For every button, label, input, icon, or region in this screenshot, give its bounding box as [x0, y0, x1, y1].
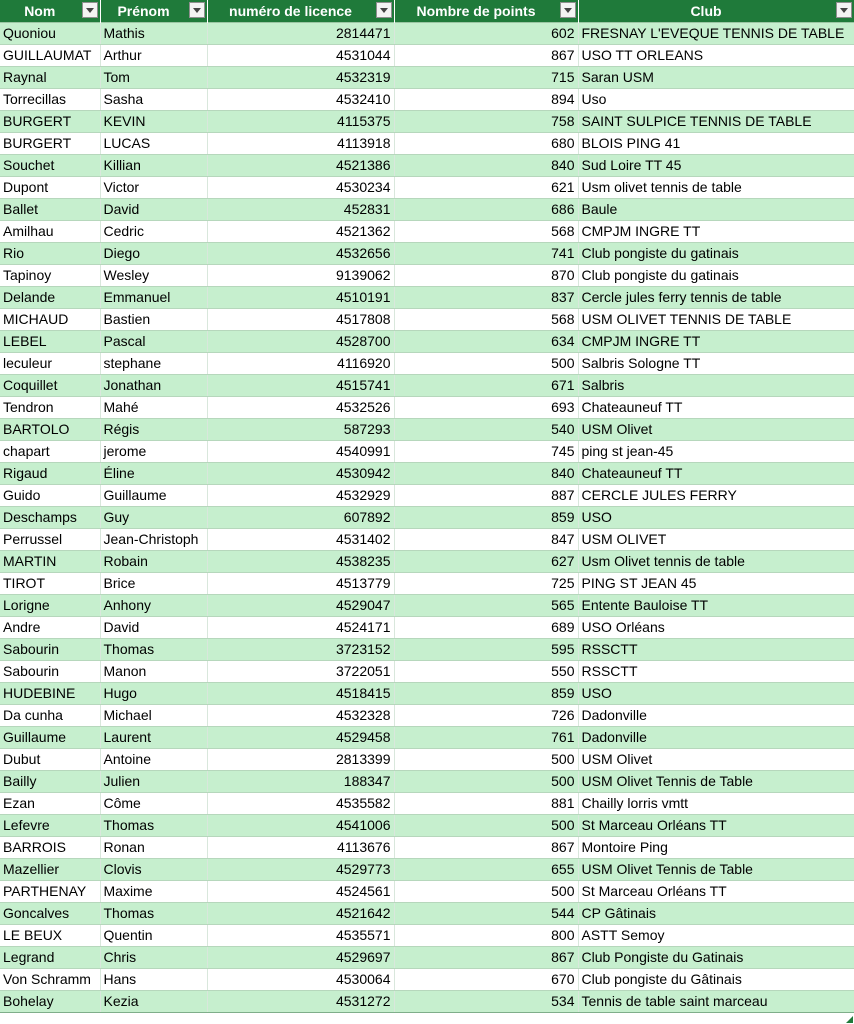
table-row: [0, 705, 854, 727]
cell-club[interactable]: USM Olivet: [578, 749, 854, 771]
cell-points[interactable]: 867: [394, 45, 578, 67]
cell-prenom[interactable]: Emmanuel: [100, 287, 207, 309]
column-header-prenom[interactable]: [100, 0, 207, 23]
cell-points[interactable]: 595: [394, 639, 578, 661]
cell-prenom[interactable]: Sasha: [100, 89, 207, 111]
cell-licence[interactable]: 4535571: [207, 925, 394, 947]
filter-dropdown-icon[interactable]: [836, 2, 852, 18]
cell-points[interactable]: 500: [394, 771, 578, 793]
table-row: [0, 551, 854, 573]
cell-prenom[interactable]: Côme: [100, 793, 207, 815]
table-row: [0, 397, 854, 419]
cell-club[interactable]: CMPJM INGRE TT: [578, 331, 854, 353]
cell-licence[interactable]: 4530942: [207, 463, 394, 485]
cell-nom[interactable]: LEBEL: [0, 331, 100, 353]
cell-nom[interactable]: Guido: [0, 485, 100, 507]
cell-points[interactable]: 500: [394, 749, 578, 771]
cell-licence[interactable]: 3723152: [207, 639, 394, 661]
cell-points[interactable]: 568: [394, 309, 578, 331]
cell-prenom[interactable]: Julien: [100, 771, 207, 793]
column-header-label: Nom: [24, 3, 56, 19]
cell-points[interactable]: 534: [394, 991, 578, 1013]
table-row: [0, 265, 854, 287]
cell-nom[interactable]: Sabourin: [0, 639, 100, 661]
cell-points[interactable]: 726: [394, 705, 578, 727]
cell-points[interactable]: 568: [394, 221, 578, 243]
cell-club[interactable]: Club Pongiste du Gatinais: [578, 947, 854, 969]
cell-nom[interactable]: Tapinoy: [0, 265, 100, 287]
cell-prenom[interactable]: Hans: [100, 969, 207, 991]
cell-club[interactable]: Chateauneuf TT: [578, 397, 854, 419]
cell-nom[interactable]: Deschamps: [0, 507, 100, 529]
column-header-licence[interactable]: [207, 0, 394, 23]
cell-prenom[interactable]: Chris: [100, 947, 207, 969]
cell-club[interactable]: USO: [578, 683, 854, 705]
cell-licence[interactable]: 4521386: [207, 155, 394, 177]
table-row: [0, 969, 854, 991]
table-row: [0, 441, 854, 463]
cell-prenom[interactable]: Antoine: [100, 749, 207, 771]
cell-points[interactable]: 881: [394, 793, 578, 815]
cell-prenom[interactable]: Laurent: [100, 727, 207, 749]
table-row: [0, 661, 854, 683]
cell-licence[interactable]: 3722051: [207, 661, 394, 683]
table-row: [0, 683, 854, 705]
cell-points[interactable]: 761: [394, 727, 578, 749]
cell-licence[interactable]: 4530234: [207, 177, 394, 199]
cell-licence[interactable]: 4521362: [207, 221, 394, 243]
cell-club[interactable]: FRESNAY L'EVEQUE TENNIS DE TABLE: [578, 23, 854, 45]
cell-nom[interactable]: Bailly: [0, 771, 100, 793]
cell-club[interactable]: CMPJM INGRE TT: [578, 221, 854, 243]
table-row: [0, 639, 854, 661]
cell-points[interactable]: 680: [394, 133, 578, 155]
cell-licence[interactable]: 2814471: [207, 23, 394, 45]
cell-licence[interactable]: 2813399: [207, 749, 394, 771]
cell-nom[interactable]: Amilhau: [0, 221, 100, 243]
cell-club[interactable]: Sud Loire TT 45: [578, 155, 854, 177]
cell-nom[interactable]: PARTHENAY: [0, 881, 100, 903]
cell-club[interactable]: Salbris Sologne TT: [578, 353, 854, 375]
cell-club[interactable]: Usm olivet tennis de table: [578, 177, 854, 199]
cell-club[interactable]: Usm Olivet tennis de table: [578, 551, 854, 573]
cell-prenom[interactable]: Mathis: [100, 23, 207, 45]
cell-prenom[interactable]: Clovis: [100, 859, 207, 881]
cell-nom[interactable]: Dupont: [0, 177, 100, 199]
cell-licence[interactable]: 607892: [207, 507, 394, 529]
cell-nom[interactable]: Quoniou: [0, 23, 100, 45]
cell-points[interactable]: 634: [394, 331, 578, 353]
cell-prenom[interactable]: Thomas: [100, 903, 207, 925]
cell-prenom[interactable]: Guy: [100, 507, 207, 529]
cell-club[interactable]: Club pongiste du gatinais: [578, 265, 854, 287]
table-row: [0, 573, 854, 595]
table-body: [0, 23, 854, 1013]
table-row: [0, 133, 854, 155]
table-row: [0, 749, 854, 771]
cell-prenom[interactable]: Victor: [100, 177, 207, 199]
cell-points[interactable]: 837: [394, 287, 578, 309]
cell-licence[interactable]: 4518415: [207, 683, 394, 705]
cell-nom[interactable]: Ballet: [0, 199, 100, 221]
cell-club[interactable]: CP Gâtinais: [578, 903, 854, 925]
cell-prenom[interactable]: David: [100, 617, 207, 639]
cell-points[interactable]: 859: [394, 507, 578, 529]
table-row: [0, 331, 854, 353]
cell-licence[interactable]: 4532656: [207, 243, 394, 265]
header-row: [0, 0, 854, 23]
cell-nom[interactable]: BURGERT: [0, 111, 100, 133]
cell-licence[interactable]: 4510191: [207, 287, 394, 309]
cell-points[interactable]: 500: [394, 815, 578, 837]
cell-club[interactable]: USM OLIVET: [578, 529, 854, 551]
cell-points[interactable]: 500: [394, 881, 578, 903]
table-row: [0, 309, 854, 331]
cell-prenom[interactable]: Ronan: [100, 837, 207, 859]
cell-club[interactable]: USM OLIVET TENNIS DE TABLE: [578, 309, 854, 331]
cell-club[interactable]: USO Orléans: [578, 617, 854, 639]
cell-points[interactable]: 725: [394, 573, 578, 595]
cell-licence[interactable]: 587293: [207, 419, 394, 441]
cell-nom[interactable]: TIROT: [0, 573, 100, 595]
table-row: [0, 793, 854, 815]
cell-licence[interactable]: 4532319: [207, 67, 394, 89]
cell-licence[interactable]: 4524561: [207, 881, 394, 903]
table-row: [0, 881, 854, 903]
cell-club[interactable]: Salbris: [578, 375, 854, 397]
cell-points[interactable]: 847: [394, 529, 578, 551]
cell-licence[interactable]: 4532410: [207, 89, 394, 111]
cell-club[interactable]: BLOIS PING 41: [578, 133, 854, 155]
column-header-club[interactable]: [578, 0, 854, 23]
cell-nom[interactable]: LE BEUX: [0, 925, 100, 947]
cell-nom[interactable]: Goncalves: [0, 903, 100, 925]
filter-dropdown-icon[interactable]: [82, 2, 98, 18]
cell-points[interactable]: 870: [394, 265, 578, 287]
cell-club[interactable]: Dadonville: [578, 727, 854, 749]
cell-nom[interactable]: BURGERT: [0, 133, 100, 155]
cell-points[interactable]: 867: [394, 947, 578, 969]
cell-nom[interactable]: BARROIS: [0, 837, 100, 859]
cell-points[interactable]: 670: [394, 969, 578, 991]
filter-dropdown-icon[interactable]: [189, 2, 205, 18]
cell-prenom[interactable]: Cedric: [100, 221, 207, 243]
cell-licence[interactable]: 4116920: [207, 353, 394, 375]
table-row: [0, 199, 854, 221]
cell-prenom[interactable]: Quentin: [100, 925, 207, 947]
cell-nom[interactable]: Tendron: [0, 397, 100, 419]
cell-licence[interactable]: 4540991: [207, 441, 394, 463]
cell-nom[interactable]: HUDEBINE: [0, 683, 100, 705]
cell-club[interactable]: SAINT SULPICE TENNIS DE TABLE: [578, 111, 854, 133]
cell-points[interactable]: 655: [394, 859, 578, 881]
table-row: [0, 529, 854, 551]
cell-points[interactable]: 693: [394, 397, 578, 419]
cell-nom[interactable]: Rigaud: [0, 463, 100, 485]
cell-licence[interactable]: 4529773: [207, 859, 394, 881]
cell-club[interactable]: Tennis de table saint marceau: [578, 991, 854, 1013]
table-row: [0, 727, 854, 749]
cell-club[interactable]: Dadonville: [578, 705, 854, 727]
cell-licence[interactable]: 4524171: [207, 617, 394, 639]
cell-points[interactable]: 550: [394, 661, 578, 683]
cell-licence[interactable]: 4113676: [207, 837, 394, 859]
cell-prenom[interactable]: Manon: [100, 661, 207, 683]
cell-licence[interactable]: 4535582: [207, 793, 394, 815]
cell-points[interactable]: 859: [394, 683, 578, 705]
cell-licence[interactable]: 4515741: [207, 375, 394, 397]
cell-points[interactable]: 840: [394, 155, 578, 177]
cell-prenom[interactable]: stephane: [100, 353, 207, 375]
cell-nom[interactable]: Sabourin: [0, 661, 100, 683]
cell-points[interactable]: 689: [394, 617, 578, 639]
cell-licence[interactable]: 4529697: [207, 947, 394, 969]
cell-prenom[interactable]: Kezia: [100, 991, 207, 1013]
cell-prenom[interactable]: Tom: [100, 67, 207, 89]
cell-club[interactable]: USO TT ORLEANS: [578, 45, 854, 67]
cell-prenom[interactable]: Robain: [100, 551, 207, 573]
table-row: [0, 463, 854, 485]
cell-prenom[interactable]: Jonathan: [100, 375, 207, 397]
cell-points[interactable]: 544: [394, 903, 578, 925]
cell-prenom[interactable]: Thomas: [100, 815, 207, 837]
cell-nom[interactable]: Lorigne: [0, 595, 100, 617]
cell-nom[interactable]: Torrecillas: [0, 89, 100, 111]
cell-club[interactable]: Cercle jules ferry tennis de table: [578, 287, 854, 309]
cell-nom[interactable]: Raynal: [0, 67, 100, 89]
cell-nom[interactable]: MICHAUD: [0, 309, 100, 331]
column-header-nom[interactable]: [0, 0, 100, 23]
cell-points[interactable]: 540: [394, 419, 578, 441]
cell-nom[interactable]: BARTOLO: [0, 419, 100, 441]
column-header-label: Nombre de points: [416, 3, 536, 19]
cell-licence[interactable]: 4517808: [207, 309, 394, 331]
cell-club[interactable]: Club pongiste du gatinais: [578, 243, 854, 265]
column-header-label: Prénom: [117, 3, 170, 19]
cell-nom[interactable]: Mazellier: [0, 859, 100, 881]
table-row: [0, 111, 854, 133]
cell-prenom[interactable]: Thomas: [100, 639, 207, 661]
cell-licence[interactable]: 4532328: [207, 705, 394, 727]
cell-licence[interactable]: 4532929: [207, 485, 394, 507]
cell-points[interactable]: 894: [394, 89, 578, 111]
cell-nom[interactable]: Souchet: [0, 155, 100, 177]
cell-prenom[interactable]: Maxime: [100, 881, 207, 903]
table-row: [0, 903, 854, 925]
cell-points[interactable]: 621: [394, 177, 578, 199]
cell-club[interactable]: Uso: [578, 89, 854, 111]
column-header-points[interactable]: [394, 0, 578, 23]
cell-club[interactable]: Entente Bauloise TT: [578, 595, 854, 617]
cell-club[interactable]: Chateauneuf TT: [578, 463, 854, 485]
cell-prenom[interactable]: Michael: [100, 705, 207, 727]
table-row: [0, 221, 854, 243]
cell-licence[interactable]: 4541006: [207, 815, 394, 837]
cell-licence[interactable]: 4531044: [207, 45, 394, 67]
cell-prenom[interactable]: Guillaume: [100, 485, 207, 507]
cell-licence[interactable]: 4113918: [207, 133, 394, 155]
cell-nom[interactable]: Bohelay: [0, 991, 100, 1013]
cell-club[interactable]: ASTT Semoy: [578, 925, 854, 947]
column-header-label: numéro de licence: [229, 3, 352, 19]
table-row: [0, 815, 854, 837]
cell-prenom[interactable]: jerome: [100, 441, 207, 463]
cell-club[interactable]: RSSCTT: [578, 639, 854, 661]
table-row: [0, 947, 854, 969]
cell-prenom[interactable]: Arthur: [100, 45, 207, 67]
cell-prenom[interactable]: David: [100, 199, 207, 221]
cell-club[interactable]: Club pongiste du Gâtinais: [578, 969, 854, 991]
cell-licence[interactable]: 4529458: [207, 727, 394, 749]
cell-points[interactable]: 887: [394, 485, 578, 507]
table-row: [0, 23, 854, 45]
cell-nom[interactable]: Rio: [0, 243, 100, 265]
cell-club[interactable]: USM Olivet: [578, 419, 854, 441]
filter-dropdown-icon[interactable]: [560, 2, 576, 18]
cell-licence[interactable]: 4529047: [207, 595, 394, 617]
cell-club[interactable]: PING ST JEAN 45: [578, 573, 854, 595]
cell-points[interactable]: 686: [394, 199, 578, 221]
cell-nom[interactable]: Delande: [0, 287, 100, 309]
cell-prenom[interactable]: Killian: [100, 155, 207, 177]
cell-points[interactable]: 800: [394, 925, 578, 947]
cell-licence[interactable]: 452831: [207, 199, 394, 221]
table-row: [0, 155, 854, 177]
table-row: [0, 375, 854, 397]
cell-nom[interactable]: chapart: [0, 441, 100, 463]
cell-prenom[interactable]: KEVIN: [100, 111, 207, 133]
cell-nom[interactable]: Dubut: [0, 749, 100, 771]
table-row: [0, 617, 854, 639]
cell-licence[interactable]: 188347: [207, 771, 394, 793]
cell-nom[interactable]: Andre: [0, 617, 100, 639]
table-row: [0, 771, 854, 793]
cell-nom[interactable]: Von Schramm: [0, 969, 100, 991]
cell-prenom[interactable]: Bastien: [100, 309, 207, 331]
cell-prenom[interactable]: Pascal: [100, 331, 207, 353]
cell-nom[interactable]: MARTIN: [0, 551, 100, 573]
cell-points[interactable]: 840: [394, 463, 578, 485]
cell-nom[interactable]: leculeur: [0, 353, 100, 375]
table-row: [0, 507, 854, 529]
cell-prenom[interactable]: Éline: [100, 463, 207, 485]
cell-club[interactable]: Saran USM: [578, 67, 854, 89]
table-row: [0, 243, 854, 265]
cell-club[interactable]: CERCLE JULES FERRY: [578, 485, 854, 507]
cell-club[interactable]: USM Olivet Tennis de Table: [578, 859, 854, 881]
cell-club[interactable]: ping st jean-45: [578, 441, 854, 463]
cell-licence[interactable]: 4531402: [207, 529, 394, 551]
column-header-label: Club: [690, 3, 722, 19]
table-row: [0, 89, 854, 111]
table-row: [0, 485, 854, 507]
cell-licence[interactable]: 9139062: [207, 265, 394, 287]
cell-nom[interactable]: Lefevre: [0, 815, 100, 837]
table-row: [0, 837, 854, 859]
cell-nom[interactable]: Coquillet: [0, 375, 100, 397]
cell-nom[interactable]: Legrand: [0, 947, 100, 969]
table-row: [0, 991, 854, 1013]
cell-licence[interactable]: 4530064: [207, 969, 394, 991]
cell-nom[interactable]: Guillaume: [0, 727, 100, 749]
cell-points[interactable]: 867: [394, 837, 578, 859]
cell-nom[interactable]: Ezan: [0, 793, 100, 815]
cell-points[interactable]: 741: [394, 243, 578, 265]
cell-licence[interactable]: 4513779: [207, 573, 394, 595]
cell-nom[interactable]: Da cunha: [0, 705, 100, 727]
cell-prenom[interactable]: Brice: [100, 573, 207, 595]
cell-points[interactable]: 500: [394, 353, 578, 375]
table-row: [0, 353, 854, 375]
cell-prenom[interactable]: Diego: [100, 243, 207, 265]
cell-prenom[interactable]: Hugo: [100, 683, 207, 705]
cell-licence[interactable]: 4528700: [207, 331, 394, 353]
cell-points[interactable]: 758: [394, 111, 578, 133]
cell-club[interactable]: Montoire Ping: [578, 837, 854, 859]
cell-prenom[interactable]: Régis: [100, 419, 207, 441]
cell-points[interactable]: 627: [394, 551, 578, 573]
cell-nom[interactable]: Perrussel: [0, 529, 100, 551]
cell-licence[interactable]: 4532526: [207, 397, 394, 419]
table-row: [0, 419, 854, 441]
table-row: [0, 67, 854, 89]
cell-prenom[interactable]: Jean-Christoph: [100, 529, 207, 551]
cell-nom[interactable]: GUILLAUMAT: [0, 45, 100, 67]
filter-dropdown-icon[interactable]: [376, 2, 392, 18]
table-resize-handle-icon[interactable]: [846, 1016, 853, 1023]
cell-points[interactable]: 602: [394, 23, 578, 45]
cell-licence[interactable]: 4531272: [207, 991, 394, 1013]
table-row: [0, 859, 854, 881]
cell-points[interactable]: 745: [394, 441, 578, 463]
cell-club[interactable]: RSSCTT: [578, 661, 854, 683]
table-row: [0, 45, 854, 67]
cell-prenom[interactable]: Wesley: [100, 265, 207, 287]
cell-club[interactable]: St Marceau Orléans TT: [578, 815, 854, 837]
cell-prenom[interactable]: Anhony: [100, 595, 207, 617]
cell-club[interactable]: USO: [578, 507, 854, 529]
cell-club[interactable]: USM Olivet Tennis de Table: [578, 771, 854, 793]
table-row: [0, 925, 854, 947]
table-row: [0, 595, 854, 617]
cell-prenom[interactable]: LUCAS: [100, 133, 207, 155]
cell-points[interactable]: 715: [394, 67, 578, 89]
table-row: [0, 287, 854, 309]
table-row: [0, 177, 854, 199]
cell-prenom[interactable]: Mahé: [100, 397, 207, 419]
cell-points[interactable]: 671: [394, 375, 578, 397]
cell-points[interactable]: 565: [394, 595, 578, 617]
cell-licence[interactable]: 4538235: [207, 551, 394, 573]
cell-licence[interactable]: 4521642: [207, 903, 394, 925]
cell-licence[interactable]: 4115375: [207, 111, 394, 133]
cell-club[interactable]: Chailly lorris vmtt: [578, 793, 854, 815]
cell-club[interactable]: Baule: [578, 199, 854, 221]
cell-club[interactable]: St Marceau Orléans TT: [578, 881, 854, 903]
